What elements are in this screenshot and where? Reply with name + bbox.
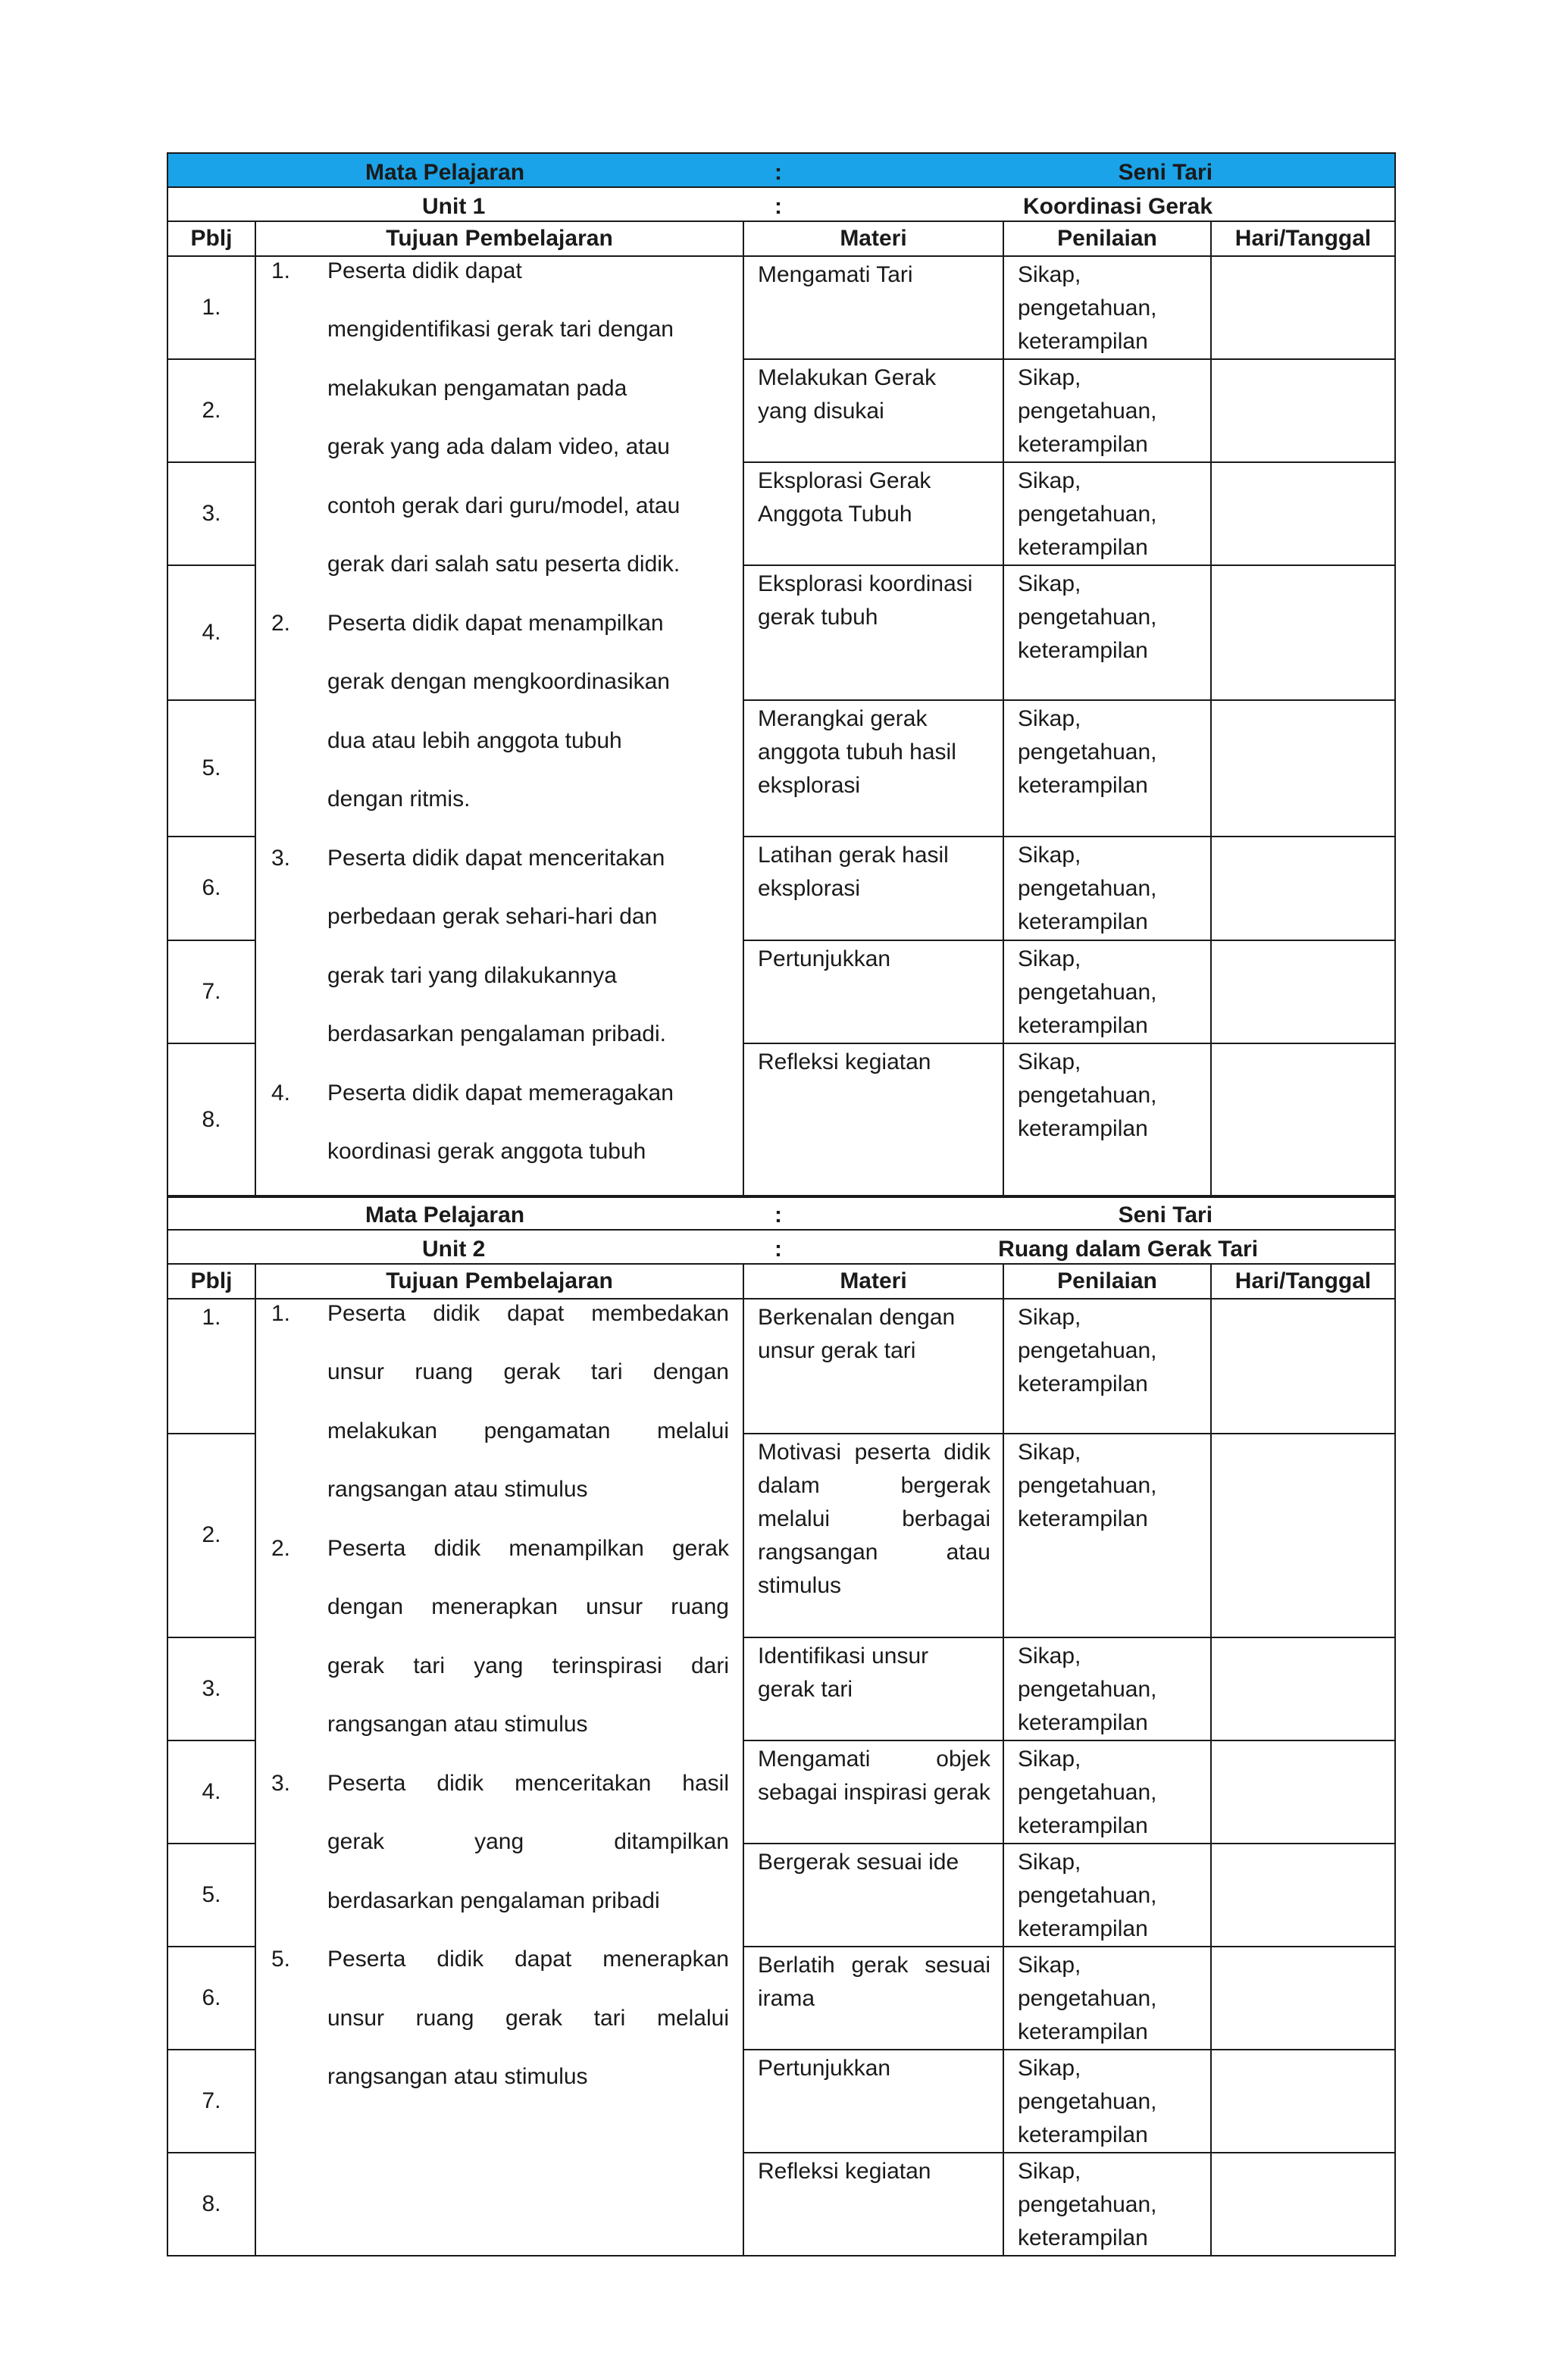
unit-colon: : <box>774 194 782 219</box>
penilaian-cell: Sikap, pengetahuan, keterampilan <box>1003 359 1211 462</box>
pblj-cell: 4. <box>167 1740 255 1844</box>
unit-header-row <box>167 187 1395 221</box>
objectives-list <box>271 242 729 1181</box>
objective-text: berdasarkan pengalaman pribadi <box>327 1887 660 1913</box>
materi-cell: Identifikasi unsur gerak tari <box>743 1637 1003 1740</box>
objective-text: Peserta didik menampilkan gerak <box>327 1535 729 1561</box>
materi-cell: Merangkai gerak anggota tubuh hasil eksplorasi <box>743 700 1003 837</box>
objective-line <box>271 1284 729 1343</box>
penilaian-cell: Sikap, pengetahuan, keterampilan <box>1003 256 1211 359</box>
materi-cell: Pertunjukkan <box>743 2050 1003 2153</box>
materi-cell: Berkenalan dengan unsur gerak tari <box>743 1299 1003 1434</box>
objective-number <box>271 1402 327 1461</box>
penilaian-cell: Sikap, pengetahuan, keterampilan <box>1003 1434 1211 1637</box>
penilaian-cell: Sikap, pengetahuan, keterampilan <box>1003 2050 1211 2153</box>
penilaian-cell: Sikap, pengetahuan, keterampilan <box>1003 565 1211 700</box>
objective-line <box>271 594 729 653</box>
objective-line <box>271 887 729 946</box>
materi-cell: Motivasi peserta didik dalam bergerak melalui berbagai rangsangan atau stimulus <box>743 1434 1003 1637</box>
col-tujuan: Tujuan Pembelajaran <box>255 1264 743 1299</box>
objective-text: Peserta didik dapat membedakan <box>327 1300 729 1326</box>
objective-line <box>271 1402 729 1461</box>
objective-line <box>271 1578 729 1637</box>
objective-text: rangsangan atau stimulus <box>327 2064 588 2089</box>
objective-number <box>271 1122 327 1181</box>
date-cell[interactable] <box>1211 2153 1395 2256</box>
objective-number <box>271 2047 327 2106</box>
objectives-cell <box>255 1299 743 2256</box>
objective-number: 3. <box>271 1770 291 1796</box>
date-cell[interactable] <box>1211 1434 1395 1637</box>
col-materi: Materi <box>743 1264 1003 1299</box>
subject-label: Mata Pelajaran <box>365 160 525 185</box>
objective-line <box>271 359 729 418</box>
objective-line <box>271 535 729 594</box>
objective-text: gerak tari yang dilakukannya <box>327 962 617 988</box>
materi-cell: Mengamati Tari <box>743 256 1003 359</box>
pblj-cell: 3. <box>167 462 255 565</box>
objective-line <box>271 652 729 711</box>
penilaian-cell: Sikap, pengetahuan, keterampilan <box>1003 1844 1211 1947</box>
objective-number <box>271 887 327 946</box>
objective-number <box>271 711 327 771</box>
pblj-cell: 4. <box>167 565 255 700</box>
date-cell[interactable] <box>1211 565 1395 700</box>
penilaian-cell: Sikap, pengetahuan, keterampilan <box>1003 940 1211 1043</box>
objective-number <box>271 1343 327 1402</box>
unit-label: Unit 1 <box>422 194 486 219</box>
unit-header <box>167 1230 1395 1264</box>
unit-header <box>167 187 1395 221</box>
unit-colon: : <box>774 1237 782 1262</box>
objective-text: dua atau lebih anggota tubuh <box>327 727 622 753</box>
objective-line <box>271 1930 729 1989</box>
col-pblj: Pblj <box>167 221 255 256</box>
table-row <box>167 256 1395 359</box>
penilaian-cell: Sikap, pengetahuan, keterampilan <box>1003 462 1211 565</box>
objective-number <box>271 1578 327 1637</box>
objective-text: Peserta didik dapat menampilkan <box>327 610 664 636</box>
table-row <box>167 1299 1395 1434</box>
date-cell[interactable] <box>1211 837 1395 940</box>
pblj-cell: 7. <box>167 2050 255 2153</box>
objective-text: Peserta didik dapat menceritakan <box>327 845 665 871</box>
objective-line <box>271 477 729 536</box>
objective-line <box>271 1064 729 1123</box>
objective-text: melakukan pengamatan pada <box>327 375 627 401</box>
pblj-cell: 2. <box>167 359 255 462</box>
materi-cell: Eksplorasi koordinasi gerak tubuh <box>743 565 1003 700</box>
col-tujuan: Tujuan Pembelajaran <box>255 221 743 256</box>
pblj-cell: 6. <box>167 1947 255 2050</box>
objective-text: berdasarkan pengalaman pribadi. <box>327 1021 666 1046</box>
col-penilaian: Penilaian <box>1003 1264 1211 1299</box>
date-cell[interactable] <box>1211 1043 1395 1197</box>
penilaian-cell: Sikap, pengetahuan, keterampilan <box>1003 1043 1211 1197</box>
objective-line <box>271 1812 729 1872</box>
col-hari: Hari/Tanggal <box>1211 1264 1395 1299</box>
col-penilaian: Penilaian <box>1003 221 1211 256</box>
subject-header-row <box>167 153 1395 187</box>
date-cell[interactable] <box>1211 1947 1395 2050</box>
pblj-cell: 1. <box>167 1299 255 1434</box>
objective-line <box>271 1872 729 1931</box>
materi-cell: Melakukan Gerak yang disukai <box>743 359 1003 462</box>
date-cell[interactable] <box>1211 2050 1395 2153</box>
objective-text: dengan menerapkan unsur ruang <box>327 1594 729 1619</box>
penilaian-cell: Sikap, pengetahuan, keterampilan <box>1003 837 1211 940</box>
unit-value: Koordinasi Gerak <box>1022 194 1213 219</box>
materi-cell: Bergerak sesuai ide <box>743 1844 1003 1947</box>
objective-line <box>271 418 729 477</box>
pblj-cell: 3. <box>167 1637 255 1740</box>
objective-number <box>271 477 327 536</box>
date-cell[interactable] <box>1211 1844 1395 1947</box>
objective-text: gerak yang ditampilkan <box>327 1829 729 1854</box>
objective-line <box>271 829 729 888</box>
objective-text: dengan ritmis. <box>327 787 471 812</box>
objective-line <box>271 1343 729 1402</box>
pblj-cell: 7. <box>167 940 255 1043</box>
objective-number: 5. <box>271 1947 291 1972</box>
materi-cell: Refleksi kegiatan <box>743 2153 1003 2256</box>
objective-number <box>271 1695 327 1754</box>
objective-number: 4. <box>271 1080 291 1106</box>
objective-number <box>271 418 327 477</box>
penilaian-cell: Sikap, pengetahuan, keterampilan <box>1003 1740 1211 1844</box>
objective-line <box>271 1519 729 1578</box>
penilaian-cell: Sikap, pengetahuan, keterampilan <box>1003 1637 1211 1740</box>
col-materi: Materi <box>743 221 1003 256</box>
date-cell[interactable] <box>1211 359 1395 462</box>
date-cell[interactable] <box>1211 1299 1395 1434</box>
subject-colon: : <box>774 1203 782 1228</box>
date-cell[interactable] <box>1211 462 1395 565</box>
date-cell[interactable] <box>1211 700 1395 837</box>
objective-number <box>271 1812 327 1872</box>
objective-number: 3. <box>271 845 291 871</box>
materi-cell: Latihan gerak hasil eksplorasi <box>743 837 1003 940</box>
materi-cell: Berlatih gerak sesuai irama <box>743 1947 1003 2050</box>
objective-text: Peserta didik dapat menerapkan <box>327 1947 729 1972</box>
objective-text: gerak tari yang terinspirasi dari <box>327 1653 729 1678</box>
objective-text: rangsangan atau stimulus <box>327 1712 588 1737</box>
date-cell[interactable] <box>1211 1740 1395 1844</box>
pblj-cell: 5. <box>167 1844 255 1947</box>
objective-line <box>271 1005 729 1064</box>
objective-line <box>271 946 729 1005</box>
objective-line <box>271 2047 729 2106</box>
date-cell[interactable] <box>1211 1637 1395 1740</box>
objective-line <box>271 300 729 359</box>
unit1-table <box>167 152 1396 1198</box>
objective-text: perbedaan gerak sehari-hari dan <box>327 904 658 929</box>
objective-number: 1. <box>271 258 291 283</box>
subject-value: Seni Tari <box>1118 160 1213 185</box>
pblj-cell: 8. <box>167 2153 255 2256</box>
objective-number <box>271 300 327 359</box>
objective-text: gerak dengan mengkoordinasikan <box>327 669 670 694</box>
unit-header-row <box>167 1230 1395 1264</box>
pblj-cell: 5. <box>167 700 255 837</box>
objective-number: 1. <box>271 1300 291 1326</box>
subject-value: Seni Tari <box>1118 1203 1213 1228</box>
objectives-list <box>271 1284 729 2106</box>
materi-cell: Eksplorasi Gerak Anggota Tubuh <box>743 462 1003 565</box>
objective-line <box>271 711 729 771</box>
pblj-cell: 1. <box>167 256 255 359</box>
date-cell[interactable] <box>1211 256 1395 359</box>
objective-number: 2. <box>271 610 291 636</box>
objective-text: Peserta didik dapat memeragakan <box>327 1080 674 1106</box>
subject-label: Mata Pelajaran <box>365 1203 525 1228</box>
unit-label: Unit 2 <box>422 1237 486 1262</box>
penilaian-cell: Sikap, pengetahuan, keterampilan <box>1003 1947 1211 2050</box>
objective-text: unsur ruang gerak tari melalui <box>327 2005 729 2031</box>
objective-number <box>271 1989 327 2048</box>
objective-text: unsur ruang gerak tari dengan <box>327 1359 729 1384</box>
objective-text: melakukan pengamatan melalui <box>327 1418 729 1443</box>
objective-line <box>271 1637 729 1696</box>
objective-text: gerak dari salah satu peserta didik. <box>327 552 681 577</box>
objective-number <box>271 946 327 1005</box>
objective-line <box>271 1460 729 1519</box>
objective-line <box>271 1754 729 1813</box>
col-pblj: Pblj <box>167 1264 255 1299</box>
objective-text: contoh gerak dari guru/model, atau <box>327 493 681 518</box>
objective-number <box>271 652 327 711</box>
objective-number <box>271 359 327 418</box>
objective-line <box>271 770 729 829</box>
objective-number <box>271 770 327 829</box>
objective-text: rangsangan atau stimulus <box>327 1477 588 1502</box>
objective-line <box>271 1695 729 1754</box>
col-hari: Hari/Tanggal <box>1211 221 1395 256</box>
pblj-cell: 8. <box>167 1043 255 1197</box>
objective-line <box>271 1989 729 2048</box>
subject-header-row <box>167 1196 1395 1230</box>
objective-text: Peserta didik dapat <box>327 258 522 283</box>
materi-cell: Refleksi kegiatan <box>743 1043 1003 1197</box>
objective-text: koordinasi gerak anggota tubuh <box>327 1139 646 1164</box>
penilaian-cell: Sikap, pengetahuan, keterampilan <box>1003 1299 1211 1434</box>
date-cell[interactable] <box>1211 940 1395 1043</box>
objective-text: mengidentifikasi gerak tari dengan <box>327 317 674 342</box>
objective-line <box>271 242 729 301</box>
subject-colon: : <box>774 160 782 185</box>
pblj-cell: 6. <box>167 837 255 940</box>
objective-number: 2. <box>271 1535 291 1561</box>
objective-number <box>271 1460 327 1519</box>
objectives-cell <box>255 256 743 1197</box>
materi-cell: Pertunjukkan <box>743 940 1003 1043</box>
objective-line <box>271 1122 729 1181</box>
subject-header <box>167 1196 1395 1230</box>
objective-text: Peserta didik menceritakan hasil <box>327 1770 729 1796</box>
objective-number <box>271 1005 327 1064</box>
objective-number <box>271 1872 327 1931</box>
objective-number <box>271 1637 327 1696</box>
objective-text: gerak yang ada dalam video, atau <box>327 434 670 459</box>
materi-cell: Mengamati objek sebagai inspirasi gerak <box>743 1740 1003 1844</box>
pblj-cell: 2. <box>167 1434 255 1637</box>
penilaian-cell: Sikap, pengetahuan, keterampilan <box>1003 700 1211 837</box>
penilaian-cell: Sikap, pengetahuan, keterampilan <box>1003 2153 1211 2256</box>
unit-value: Ruang dalam Gerak Tari <box>998 1237 1259 1262</box>
objective-number <box>271 535 327 594</box>
unit2-table <box>167 1195 1396 2256</box>
subject-header <box>167 153 1395 187</box>
